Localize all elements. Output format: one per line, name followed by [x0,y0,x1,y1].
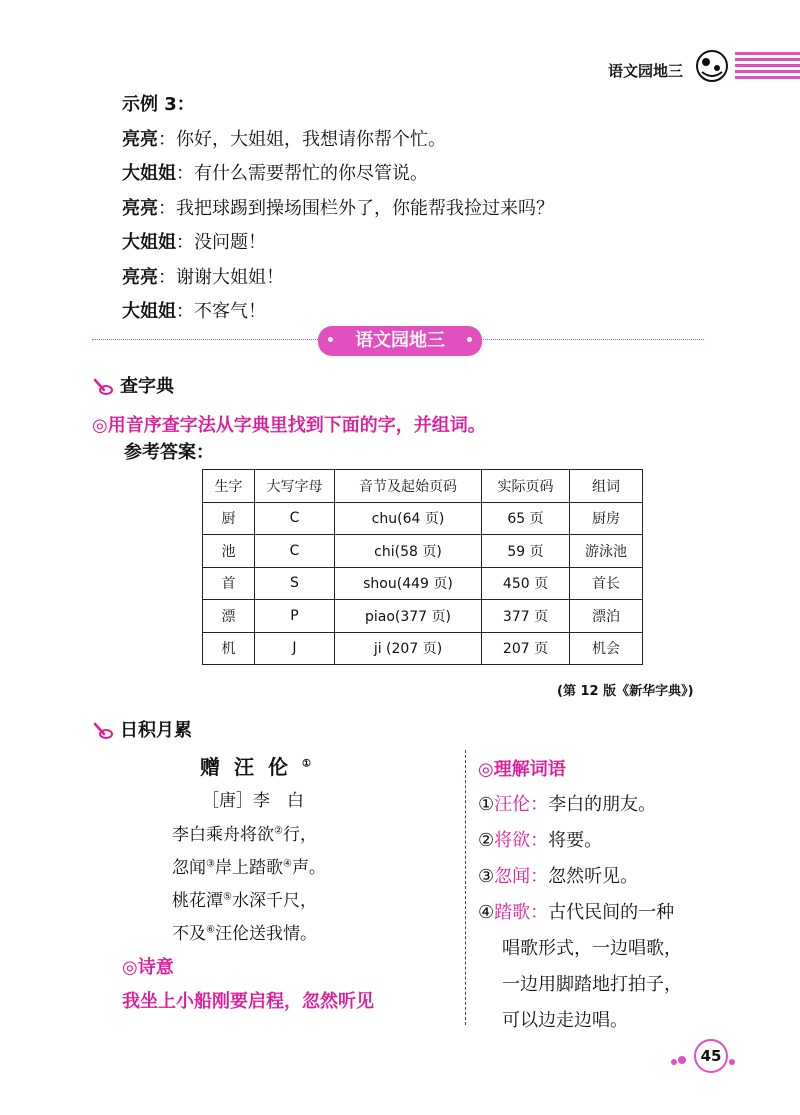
table-header-row [203,470,643,503]
table-cell: 首 [203,567,255,600]
table-cell: J [255,632,335,665]
table-row [203,600,643,633]
table-cell: 游泳池 [570,535,643,568]
pencil-icon [92,376,114,396]
dictionary-instruction: ◎用音序查字法从字典里找到下面的字，并组词。 [92,415,486,436]
vocab-item: ②将欲：将要。 [478,830,603,851]
dialogue-line: 亮亮：你好，大姐姐，我想请你帮个忙。 [122,128,446,150]
table-cell: 65 页 [482,502,570,535]
table-row [203,502,643,535]
dictionary-table [202,469,643,665]
table-cell: shou(449 页) [335,567,482,600]
table-cell: 207 页 [482,632,570,665]
answer-label: 参考答案： [124,442,214,463]
table-cell: chu(64 页) [335,502,482,535]
dialogue-line: 大姐姐：有什么需要帮忙的你尽管说。 [122,163,428,184]
vocab-item: ③忽闻：忽然听见。 [478,866,639,887]
dialogue-line: 大姐姐：不客气！ [122,301,266,322]
poem-title: 赠汪伦① [200,755,325,779]
table-cell: 59 页 [482,535,570,568]
table-cell: 漂泊 [570,600,643,633]
accumulation-heading: 日积月累 [92,716,192,742]
column-header: 组词 [570,470,643,503]
table-cell: chi(58 页) [335,535,482,568]
column-header: 音节及起始页码 [335,470,482,503]
dialogue-label: 示例 3： [122,94,195,115]
header-stripes [735,52,800,82]
column-header: 大写字母 [255,470,335,503]
section-banner: • 语文园地三 • [318,326,482,356]
table-cell: 机 [203,632,255,665]
table-cell: ji (207 页) [335,632,482,665]
poem-line: 桃花潭⑤水深千尺， [172,891,317,911]
column-header: 实际页码 [482,470,570,503]
table-row [203,535,643,568]
vocab-continuation: 一边用脚踏地打拍子， [502,974,682,995]
dialogue-example [122,88,742,330]
poem-line: 李白乘舟将欲②行， [172,825,317,845]
table-cell: P [255,600,335,633]
vocab-item: ①汪伦：李白的朋友。 [478,794,657,815]
vocab-continuation: 可以边走边唱。 [502,1010,628,1031]
meaning-heading: ◎诗意 [122,957,174,978]
table-cell: 池 [203,535,255,568]
column-divider [465,750,466,1025]
table-cell: 漂 [203,600,255,633]
table-cell: 450 页 [482,567,570,600]
dialogue-line: 亮亮：谢谢大姐姐！ [122,266,284,288]
meaning-text: 我坐上小船刚要启程，忽然听见 [122,991,374,1012]
poem-line: 不及⑥汪伦送我情。 [172,924,317,944]
poem-line: 忽闻③岸上踏歌④声。 [172,858,326,878]
vocab-heading: ◎理解词语 [478,759,566,780]
table-source: (第 12 版《新华字典》) [557,684,694,699]
table-cell: S [255,567,335,600]
table-cell: 首长 [570,567,643,600]
table-row [203,632,643,665]
table-row [203,567,643,600]
dialogue-line: 亮亮：我把球踢到操场围栏外了，你能帮我捡过来吗？ [122,197,554,219]
table-cell: C [255,535,335,568]
table-cell: C [255,502,335,535]
header-title: 语文园地三 [608,62,684,80]
table-cell: 厨 [203,502,255,535]
table-cell: piao(377 页) [335,600,482,633]
dialogue-line: 大姐姐：没问题！ [122,232,266,253]
table-cell: 机会 [570,632,643,665]
vocab-continuation: 唱歌形式，一边唱歌， [502,938,682,959]
poem-author: ［唐］李 白 [202,791,304,811]
table-cell: 377 页 [482,600,570,633]
page-number: 45 [700,1047,722,1065]
dictionary-heading: 查字典 [92,372,174,398]
vocab-item: ④踏歌：古代民间的一种 [478,902,675,923]
table-cell: 厨房 [570,502,643,535]
pencil-icon [92,720,114,740]
column-header: 生字 [203,470,255,503]
mascot-icon [694,48,730,84]
